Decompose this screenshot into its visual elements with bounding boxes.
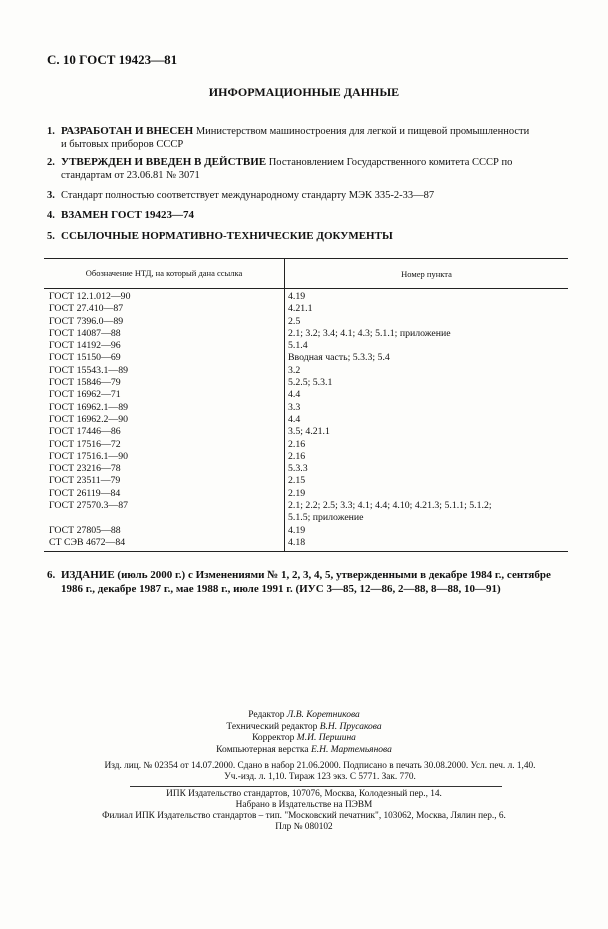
publisher-line: Набрано в Издательстве на ПЭВМ xyxy=(235,800,373,810)
cell-clause-text: 3.5; 4.21.1 xyxy=(288,426,330,438)
item-text: Постановлением Государственного комитета СССР по xyxy=(268,157,513,168)
item-lead: РАЗРАБОТАН И ВНЕСЕН xyxy=(61,125,194,137)
cell-clause-text: 2.1; 2.2; 2.5; 3.3; 4.1; 4.4; 4.10; 4.21.3; 5.1.1; 5.1.2; xyxy=(288,500,492,512)
cell-clause-text: 5.2.5; 5.3.1 xyxy=(288,377,333,389)
cell-document: ГОСТ 7396.0—89 xyxy=(49,315,124,327)
table-row xyxy=(44,488,568,500)
item-number: 5. xyxy=(47,231,55,242)
cell-clause-text: 4.21.1 xyxy=(288,303,313,315)
cell-document: ГОСТ 23511—79 xyxy=(49,475,121,487)
divider xyxy=(130,786,502,787)
item-lead: ССЫЛОЧНЫЕ НОРМАТИВНО-ТЕХНИЧЕСКИЕ ДОКУМЕНТЫ xyxy=(61,230,393,242)
table-row xyxy=(44,389,568,401)
cell-document: ГОСТ 17446—86 xyxy=(49,426,121,438)
cell-clause-text: 2.19 xyxy=(288,487,306,499)
cell-document: ГОСТ 14087—88 xyxy=(49,327,121,339)
item-edition xyxy=(47,568,582,596)
item-continuation: и бытовых приборов СССР xyxy=(61,139,184,150)
credit-role: Редактор xyxy=(248,710,285,720)
edition-line-2: 1986 г., декабре 1987 г., мае 1988 г., июле 1991 г. (ИУС 3—85, 12—86, 2—88, 8—88, 10—91) xyxy=(61,583,501,595)
item-references xyxy=(47,230,582,243)
item-developed xyxy=(47,125,582,151)
credit-person: Е.Н. Мартемьянова xyxy=(310,744,392,755)
table-row xyxy=(44,303,568,315)
column-header-clause: Номер пункта xyxy=(401,268,452,279)
credit-person: В.Н. Прусакова xyxy=(319,721,382,732)
credits xyxy=(0,710,608,756)
cell-clause-text: 2.16 xyxy=(288,438,306,450)
item-text: Министерством машиностроения для легкой и пищевой промышленности xyxy=(195,126,530,137)
cell-clause xyxy=(284,414,568,426)
cell-clause xyxy=(284,402,568,414)
table-body xyxy=(44,289,568,551)
page-header: С. 10 ГОСТ 19423—81 xyxy=(47,52,178,67)
table-row xyxy=(44,365,568,377)
cell-document: ГОСТ 15543.1—89 xyxy=(49,364,129,376)
cell-clause xyxy=(284,365,568,377)
cell-clause xyxy=(284,475,568,487)
cell-clause xyxy=(284,328,568,340)
cell-clause-text: 2.1; 3.2; 3.4; 4.1; 4.3; 5.1.1; приложение xyxy=(288,327,451,339)
credit-person: М.И. Першина xyxy=(296,733,356,743)
item-lead: УТВЕРЖДЕН И ВВЕДЕН В ДЕЙСТВИЕ xyxy=(61,156,267,168)
table-row xyxy=(44,463,568,475)
cell-clause-text: 4.18 xyxy=(288,536,306,548)
item-number: 2. xyxy=(47,157,55,168)
cell-clause xyxy=(284,439,568,451)
item-text: Стандарт полностью соответствует международному стандарту МЭК 335-2-33—87 xyxy=(61,190,435,201)
cell-clause xyxy=(284,303,568,315)
cell-clause xyxy=(284,389,568,401)
item-number: 4. xyxy=(47,210,55,221)
publisher-line: ИПК Издательство стандартов, 107076, Москва, Колодезный пер., 14. xyxy=(166,789,442,799)
cell-document: ГОСТ 15150—69 xyxy=(49,352,121,364)
item-approved xyxy=(47,156,582,182)
credit-tech-editor xyxy=(0,722,608,734)
page-title: ИНФОРМАЦИОННЫЕ ДАННЫЕ xyxy=(208,85,400,99)
cell-document: ГОСТ 15846—79 xyxy=(49,377,121,389)
cell-document: ГОСТ 27805—88 xyxy=(49,524,121,536)
publisher-line: Плр № 080102 xyxy=(275,822,333,832)
table-row xyxy=(44,377,568,389)
cell-document: ГОСТ 23216—78 xyxy=(49,463,121,475)
publisher-line: Филиал ИПК Издательство стандартов – тип. "Московский печатник", 103062, Москва, Лялин пер., 6. xyxy=(102,811,506,821)
cell-clause xyxy=(284,488,568,500)
cell-document: ГОСТ 17516.1—90 xyxy=(49,450,129,462)
cell-clause xyxy=(284,525,568,537)
cell-document: ГОСТ 16962.1—89 xyxy=(49,401,129,413)
cell-clause xyxy=(284,291,568,303)
cell-document: ГОСТ 12.1.012—90 xyxy=(49,291,131,302)
cell-document: ГОСТ 16962—71 xyxy=(49,389,121,401)
table-row xyxy=(44,426,568,438)
cell-clause xyxy=(284,352,568,364)
cell-clause xyxy=(284,377,568,389)
cell-clause xyxy=(284,340,568,352)
cell-clause-text: 5.1.5; приложение xyxy=(288,512,364,524)
cell-clause-text: 2.5 xyxy=(288,315,301,327)
table-row xyxy=(44,414,568,426)
item-lead: ВЗАМЕН ГОСТ 19423—74 xyxy=(61,209,195,221)
cell-clause-text: 3.2 xyxy=(288,364,301,376)
item-number: 3. xyxy=(47,190,55,201)
table-header xyxy=(44,259,568,289)
imprint-line: Уч.-изд. л. 1,10. Тираж 123 экз. С 5771. Зак. 770. xyxy=(224,772,416,782)
item-number: 1. xyxy=(47,126,55,137)
cell-clause-text: 5.3.3 xyxy=(288,463,308,475)
table-row xyxy=(44,316,568,328)
references-table xyxy=(44,258,568,552)
table-row xyxy=(44,439,568,451)
credit-role: Корректор xyxy=(252,733,295,743)
cell-clause-text: Вводная часть; 5.3.3; 5.4 xyxy=(288,352,390,364)
imprint xyxy=(80,761,560,783)
table-row xyxy=(44,352,568,364)
cell-clause xyxy=(284,537,568,549)
credit-editor xyxy=(0,710,608,722)
cell-document: ГОСТ 27.410—87 xyxy=(49,303,124,315)
credit-layout xyxy=(0,745,608,757)
table-row xyxy=(44,500,568,525)
credit-corrector xyxy=(0,733,608,745)
cell-clause-text: 3.3 xyxy=(288,401,301,413)
item-number: 6. xyxy=(47,569,56,581)
table-row xyxy=(44,340,568,352)
table-row xyxy=(44,402,568,414)
cell-clause-text: 2.15 xyxy=(288,475,306,487)
cell-document: ГОСТ 14192—96 xyxy=(49,340,121,352)
cell-clause-text: 4.4 xyxy=(288,389,301,401)
cell-clause xyxy=(284,500,568,525)
column-divider xyxy=(284,289,285,551)
cell-document: ГОСТ 27570.3—87 xyxy=(49,500,129,512)
item-continuation: стандартам от 23.06.81 № 3071 xyxy=(61,170,200,181)
cell-document: ГОСТ 26119—84 xyxy=(49,487,121,499)
cell-clause-text: 5.1.4 xyxy=(288,340,308,352)
cell-clause-text: 2.16 xyxy=(288,450,306,462)
cell-document: ГОСТ 16962.2—90 xyxy=(49,413,129,425)
credit-person: Л.В. Коретникова xyxy=(286,710,360,720)
cell-clause-text: 4.4 xyxy=(288,413,301,425)
table-row xyxy=(44,525,568,537)
table-row xyxy=(44,475,568,487)
item-replaces xyxy=(47,209,582,222)
cell-clause xyxy=(284,463,568,475)
table-row xyxy=(44,451,568,463)
table-row xyxy=(44,537,568,549)
cell-clause xyxy=(284,426,568,438)
cell-clause-text: 4.19 xyxy=(288,524,306,536)
cell-clause-text: 4.19 xyxy=(288,291,306,302)
publisher-info xyxy=(0,789,608,833)
edition-line-1: ИЗДАНИЕ (июль 2000 г.) с Изменениями № 1, 2, 3, 4, 5, утвержденными в декабре 1984 г., сентябре xyxy=(61,569,551,581)
cell-clause xyxy=(284,451,568,463)
credit-role: Технический редактор xyxy=(226,721,318,732)
table-row xyxy=(44,328,568,340)
table-row xyxy=(44,291,568,303)
cell-document: СТ СЭВ 4672—84 xyxy=(49,536,126,548)
column-header-document: Обозначение НТД, на который дана ссылка xyxy=(44,259,285,288)
cell-document: ГОСТ 17516—72 xyxy=(49,438,121,450)
credit-role: Компьютерная верстка xyxy=(216,744,309,755)
imprint-line: Изд. лиц. № 02354 от 14.07.2000. Сдано в набор 21.06.2000. Подписано в печать 30.08.2000. Усл. печ. л. 1,40. xyxy=(104,761,536,771)
item-compliance xyxy=(47,189,582,202)
cell-clause xyxy=(284,316,568,328)
